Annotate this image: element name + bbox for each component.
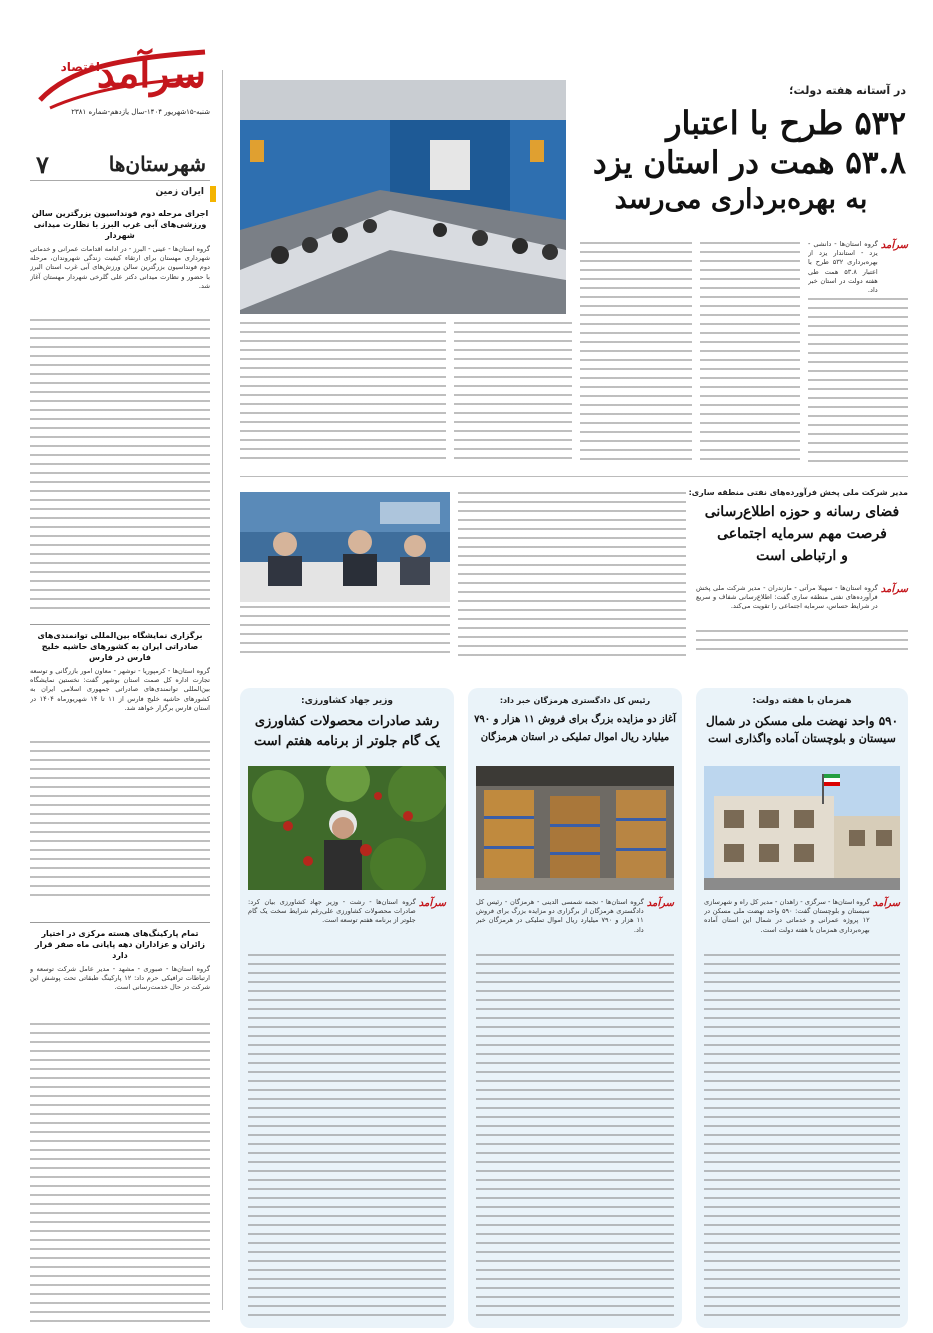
tag-label: ایران زمین	[30, 186, 216, 202]
main-story-lead: گروه استان‌ها - دانشی - یزد - استاندار یزد از بهره‌برداری ۵۳۲ طرح با اعتبار ۵۳.۸ همت طی هفته دولت در استان خبر داد.	[808, 240, 878, 295]
main-story-title-3: به بهره‌برداری می‌رسد	[614, 184, 868, 215]
sidebar-story-3-title: تمام پارکینگ‌های هسته مرکزی در اختیار زائران و عزاداران دهه پایانی ماه صفر قرار دارد	[35, 929, 205, 960]
second-story-kicker: مدیر شرکت ملی پخش فرآورده‌های نفتی منطقه ساری:	[688, 488, 908, 497]
main-story-col-5	[240, 322, 446, 466]
warehouse-photo	[476, 766, 674, 890]
second-story-header	[688, 488, 908, 584]
second-story-body	[696, 584, 908, 660]
masthead	[30, 38, 210, 158]
main-story-col-1	[808, 240, 908, 466]
card-agriculture	[240, 688, 454, 1328]
card-auction	[468, 688, 682, 1328]
main-story-header	[576, 84, 906, 234]
sidebar-story-3-lead: گروه استان‌ها - صبوری - مشهد - مدیر عامل شرکت توسعه و ارتباطات ترافیکی حرم داد: ۱۲ پارکینگ طبقاتی تحت پوشش این شرکت در حال خدمت‌رسانی است.	[30, 965, 210, 992]
second-story-title-1: فضای رسانه و حوزه اطلاع‌رسانی	[704, 504, 900, 520]
main-story-col-4	[454, 322, 572, 466]
card-auction-body	[476, 898, 674, 1322]
card-housing-lead: گروه استان‌ها - سرگزی - زاهدان - مدیر کل راه و شهرسازی سیستان و بلوچستان گفت: ۵۹۰ واحد نهضت ملی مسکن در ۱۲ پروژه عمرانی و خدماتی در شمال این استان آماده بهره‌برداری همزمان با هفته دولت است.	[704, 898, 870, 934]
sidebar-story-1-body	[30, 319, 210, 609]
main-story-title-2: ۵۳.۸ همت در استان یزد	[592, 145, 906, 181]
logo-text: سرآمد	[96, 50, 206, 97]
card-housing	[696, 688, 908, 1328]
card-housing-kicker: همزمان با هفته دولت:	[752, 696, 852, 706]
section-title: شهرستان‌ها	[108, 152, 206, 176]
sidebar-divider	[30, 624, 210, 625]
sidebar-story-3-body	[30, 1023, 210, 1323]
card-housing-body	[704, 898, 900, 1322]
second-story-credit: سرآمد	[880, 584, 908, 595]
card-housing-title-2: سیستان و بلوچستان آماده واگذاری است	[708, 732, 896, 745]
card-agriculture-lead: گروه استان‌ها - رشت - وزیر جهاد کشاورزی بیان کرد: صادرات محصولات کشاورزی علی‌رغم شرایط سخت یک گام جلوتر از برنامه هفتم توسعه است.	[248, 898, 416, 925]
card-agriculture-title-2: یک گام جلوتر از برنامه هفتم است	[254, 734, 440, 749]
second-story-col-b	[458, 492, 686, 660]
main-story-kicker: در آستانه هفته دولت؛	[789, 84, 906, 97]
sidebar-story-1-title: اجرای مرحله دوم فونداسیون بزرگترین سالن ورزشی‌های آبی غرب البرز با نظارت میدانی شهردار	[31, 209, 209, 240]
main-story-credit: سرآمد	[880, 240, 908, 251]
card-auction-credit: سرآمد	[646, 898, 674, 909]
main-story-col-3	[580, 242, 692, 466]
second-story-title-2: فرصت مهم سرمایه اجتماعی	[717, 526, 887, 542]
card-agriculture-body	[248, 898, 446, 1322]
sidebar-story-2-body	[30, 741, 210, 901]
sidebar-story-3	[30, 928, 210, 1328]
sidebar-story-2	[30, 630, 210, 910]
sidebar-story-2-lead: گروه استان‌ها - کرمپوریا - نوشهر - معاون امور بازرگانی و توسعه تجارت اداره کل صمت استان بوشهر گفت: نخستین نمایشگاه بین‌المللی توانمندی‌های صادراتی جمهوری اسلامی ایران به کشورهای حاشیه خلیج فارس از ۱۱ تا ۱۴ شهریورماه ۱۴۰۴ در استان فارس برگزار خواهد شد.	[30, 667, 210, 712]
page-number: ۷	[36, 150, 49, 179]
card-agriculture-kicker: وزیر جهاد کشاورزی:	[300, 696, 394, 706]
section-header	[30, 150, 210, 181]
sidebar-divider	[30, 922, 210, 923]
second-story-title-3: و ارتباطی است	[756, 548, 848, 564]
sidebar-story-1	[30, 208, 210, 618]
section-rule	[240, 476, 908, 477]
farmer-photo	[248, 766, 446, 890]
column-rule	[222, 70, 223, 1310]
meeting-photo	[240, 80, 566, 314]
card-auction-title-2: میلیارد ریال اموال تملیکی در استان هرمزگان	[480, 732, 670, 743]
card-agriculture-credit: سرآمد	[418, 898, 446, 909]
card-agriculture-title-1: رشد صادرات محصولات کشاورزی	[254, 714, 440, 729]
date-line: شنبه-۱۵شهریور ۱۴۰۴-سال یازدهم-شماره ۲۳۸۱	[71, 108, 210, 116]
sidebar-story-1-lead: گروه استان‌ها - عینی - البرز - در ادامه اقدامات عمرانی و خدماتی شهرداری مهستان برای ارتقاء کیفیت زندگی شهروندان، مرحله دوم فونداسیون بزرگترین سالن ورزش‌های آبی غرب استان البرز با حضور و نظارت میدانی دکتر علی گلرخی شهردار مهستان آغاز شد.	[30, 245, 210, 290]
card-housing-title-1: ۵۹۰ واحد نهضت ملی مسکن در شمال	[705, 714, 899, 728]
main-story-col-2	[700, 242, 800, 466]
card-auction-kicker: رئیس کل دادگستری هرمزگان خبر داد:	[499, 696, 651, 705]
main-story-title-1: ۵۳۲ طرح با اعتبار	[666, 104, 906, 142]
sidebar-story-2-title: برگزاری نمایشگاه بین‌المللی توانمندی‌های صادراتی ایران به کشورهای حاشیه خلیج فارس در فارس	[37, 631, 203, 662]
card-auction-lead: گروه استان‌ها - نجمه شمسی الدینی - هرمزگان - رئیس کل دادگستری هرمزگان از برگزاری دو مزایده بزرگ برای فروش ۱۱ هزار و ۷۹۰ میلیارد ریال اموال تملیکی در هرمزگان خبر داد.	[476, 898, 644, 934]
logo-subtext: اقتصاد	[60, 60, 100, 74]
card-housing-credit: سرآمد	[872, 898, 900, 909]
housing-photo	[704, 766, 900, 890]
second-story-col-a	[240, 606, 450, 660]
card-auction-title-1: آغاز دو مزایده بزرگ برای فروش ۱۱ هزار و ۷۹۰	[474, 714, 676, 725]
press-photo	[240, 492, 450, 602]
second-story-lead: گروه استان‌ها - سهیلا مرآتی - مازندران - مدیر شرکت ملی پخش فرآورده‌های نفتی منطقه ساری گفت: اطلاع‌رسانی شفاف و سریع در شرایط حساس، سرمایه اجتماعی را تقویت می‌کند.	[696, 584, 878, 611]
